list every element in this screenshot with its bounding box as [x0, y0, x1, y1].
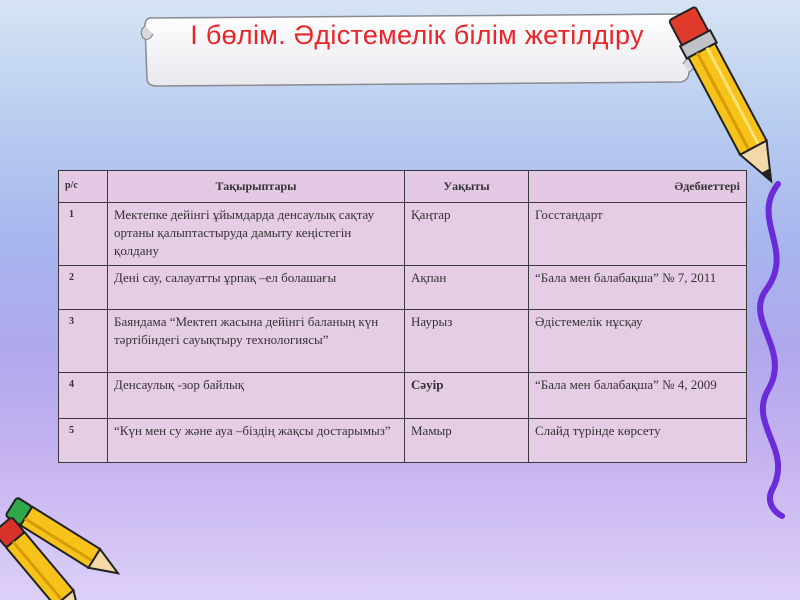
page-title: I бөлім. Әдістемелік білім жетілдіру	[190, 20, 644, 50]
table-row	[59, 373, 747, 419]
row-number: 1	[59, 203, 108, 266]
plan-table	[58, 170, 747, 463]
row-literature: Әдістемелік нұсқау	[529, 310, 747, 373]
row-number: 3	[59, 310, 108, 373]
table-header-row	[59, 171, 747, 203]
row-number: 4	[59, 373, 108, 419]
title-banner	[137, 12, 697, 88]
row-literature: Госстандарт	[529, 203, 747, 266]
row-time: Наурыз	[405, 310, 529, 373]
table-row	[59, 203, 747, 266]
squiggle-icon	[748, 180, 800, 520]
row-time: Ақпан	[405, 266, 529, 310]
row-topic: Дені сау, салауатты ұрпақ –ел болашағы	[108, 266, 405, 310]
row-topic: “Күн мен су және ауа –біздің жақсы достарымыз”	[108, 419, 405, 463]
table-row	[59, 266, 747, 310]
row-topic: Баяндама “Мектеп жасына дейінгі баланың күн тәртібіндегі сауықтыру технологиясы”	[108, 310, 405, 373]
row-literature: Слайд түрінде көрсету	[529, 419, 747, 463]
col-header-num: р/с	[59, 171, 108, 203]
table-row	[59, 419, 747, 463]
row-time: Сәуір	[405, 373, 529, 419]
col-header-topics: Тақырыптары	[108, 171, 405, 203]
crayons-icon	[0, 470, 140, 600]
row-topic: Мектепке дейінгі ұйымдарда денсаулық сақтау ортаны қалыптастыруда дамыту кеңістегін қолдану	[108, 203, 405, 266]
table-row	[59, 310, 747, 373]
row-time: Қаңтар	[405, 203, 529, 266]
row-number: 2	[59, 266, 108, 310]
row-topic: Денсаулық -зор байлық	[108, 373, 405, 419]
col-header-literature: Әдебиеттері	[529, 171, 747, 203]
row-literature: “Бала мен балабақша” № 4, 2009	[529, 373, 747, 419]
row-literature: “Бала мен балабақша” № 7, 2011	[529, 266, 747, 310]
col-header-time: Уақыты	[405, 171, 529, 203]
row-number: 5	[59, 419, 108, 463]
row-time: Мамыр	[405, 419, 529, 463]
